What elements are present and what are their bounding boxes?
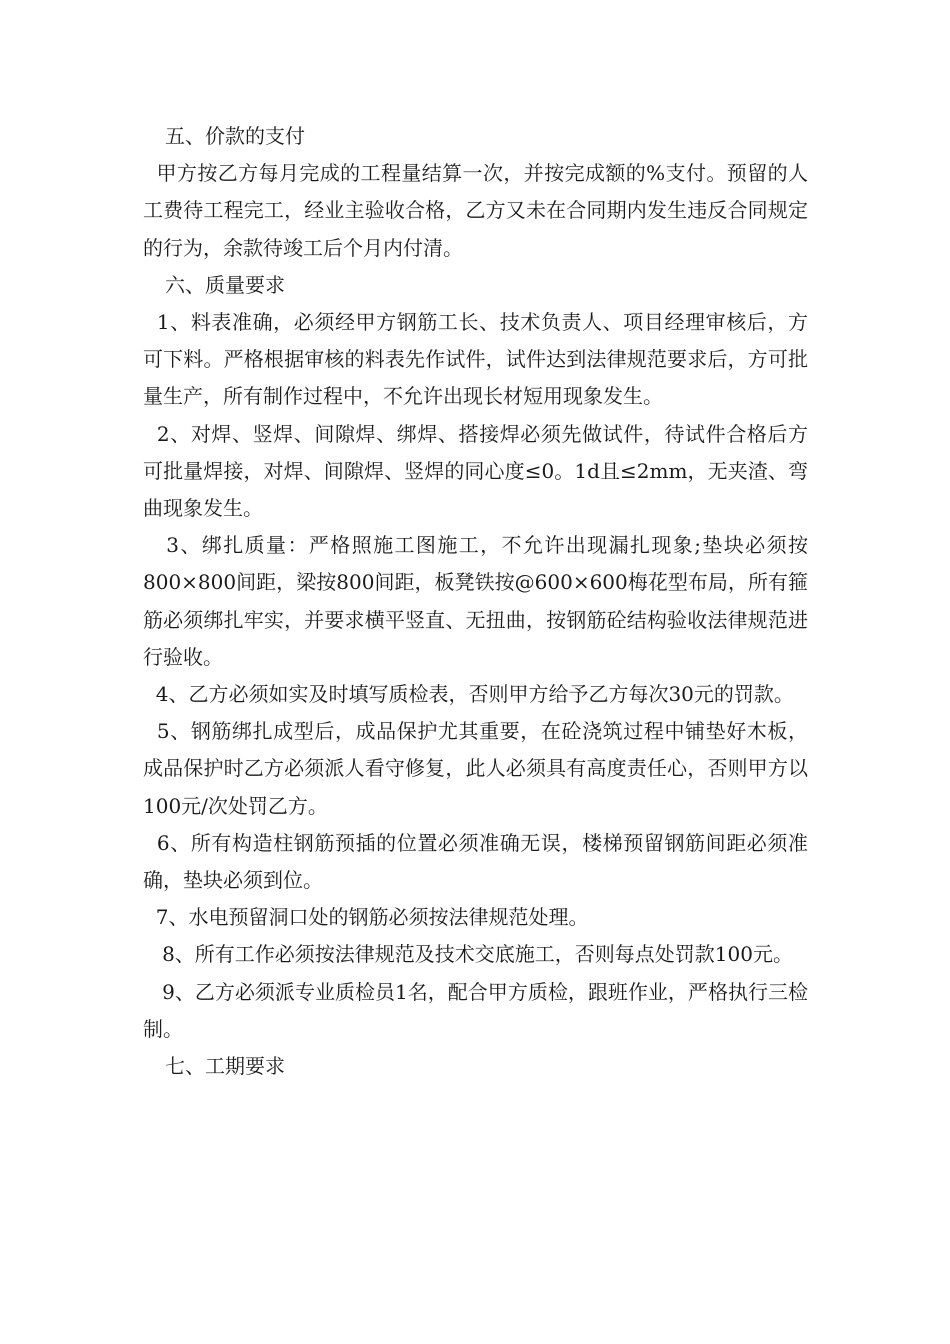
section-heading-schedule: 七、工期要求 [165,1054,285,1079]
paragraph-payment-terms: 甲方按乙方每月完成的工程量结算一次，并按完成额的%支付。预留的人工费待工程完工，经业主验收合格，乙方又未在合同期内发生违反合同规定的行为，余款待竣工后个月内付清。 [143,161,808,260]
section-heading-quality: 六、质量要求 [165,272,285,297]
section-heading-payment: 五、价款的支付 [165,124,305,148]
quality-item-3: 3、绑扎质量：严格照施工图施工，不允许出现漏扎现象;垫块必须按800×800间距，梁按800间距，板凳铁按@600×600梅花型布局，所有箍筋必须绑扎牢实，并要求横平竖直、无扭曲，按钢筋砼结构验收法律规范进行验收。 [143,533,808,669]
document-body [143,118,808,1085]
quality-item-5: 5、钢筋绑扎成型后，成品保护尤其重要，在砼浇筑过程中铺垫好木板，成品保护时乙方必须派人看守修复，此人必须具有高度责任心，否则甲方以100元/次处罚乙方。 [143,719,808,818]
quality-item-4: 4、乙方必须如实及时填写质检表，否则甲方给予乙方每次30元的罚款。 [143,682,794,707]
quality-item-8: 8、所有工作必须按法律规范及技术交底施工，否则每点处罚款100元。 [143,942,793,967]
quality-item-1: 1、料表准确，必须经甲方钢筋工长、技术负责人、项目经理审核后，方可下料。严格根据审核的料表先作试件，试件达到法律规范要求后，方可批量生产，所有制作过程中，不允许出现长材短用现象发生。 [143,310,808,409]
quality-item-6: 6、所有构造柱钢筋预插的位置必须准确无误，楼梯预留钢筋间距必须准确，垫块必须到位。 [143,830,808,893]
quality-item-7: 7、水电预留洞口处的钢筋必须按法律规范处理。 [143,905,589,930]
quality-item-2: 2、对焊、竖焊、间隙焊、绑焊、搭接焊必须先做试件，待试件合格后方可批量焊接，对焊、间隙焊、竖焊的同心度≤0。1d且≤2mm，无夹渣、弯曲现象发生。 [143,421,808,521]
quality-item-9: 9、乙方必须派专业质检员1名，配合甲方质检，跟班作业，严格执行三检制。 [143,979,809,1041]
